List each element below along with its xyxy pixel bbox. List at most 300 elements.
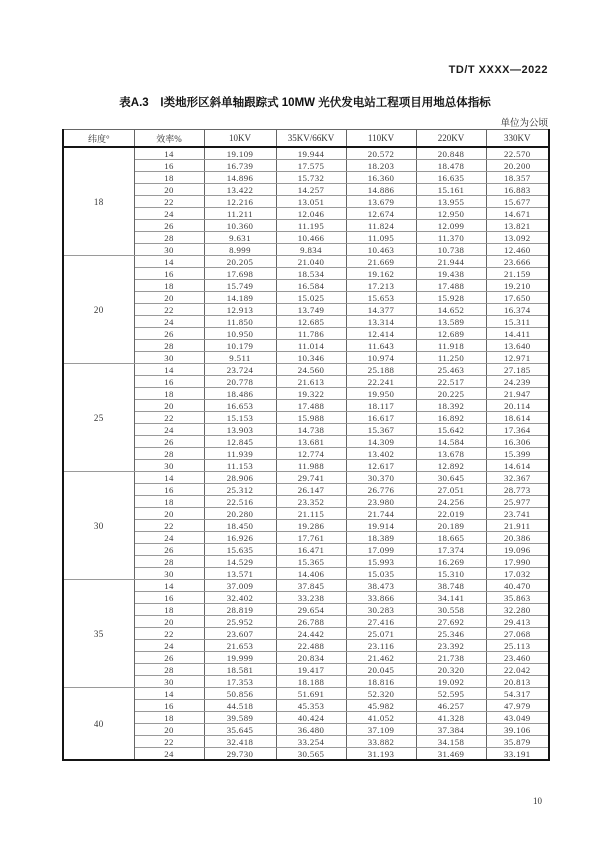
table-row [63,196,549,208]
value-cell: 20.848 [416,147,486,160]
value-cell: 26.147 [276,484,346,496]
value-cell: 11.095 [346,232,416,244]
value-cell: 19.322 [276,388,346,400]
value-cell: 13.092 [486,232,549,244]
value-cell: 29.654 [276,604,346,616]
value-cell: 17.099 [346,544,416,556]
table-row [63,232,549,244]
value-cell: 21.159 [486,268,549,280]
value-cell: 15.035 [346,568,416,580]
value-cell: 12.689 [416,328,486,340]
value-cell: 16.883 [486,184,549,196]
value-cell: 18.534 [276,268,346,280]
table-row [63,688,549,700]
value-cell: 32.367 [486,472,549,484]
value-cell: 30.558 [416,604,486,616]
value-cell: 16.617 [346,412,416,424]
table-row [63,556,549,568]
value-cell: 33.254 [276,736,346,748]
efficiency-cell: 22 [134,412,204,424]
value-cell: 10.974 [346,352,416,364]
value-cell: 14.257 [276,184,346,196]
value-cell: 17.761 [276,532,346,544]
value-cell: 13.640 [486,340,549,352]
value-cell: 33.866 [346,592,416,604]
efficiency-cell: 22 [134,196,204,208]
table-row [63,544,549,556]
table-row [63,147,549,160]
value-cell: 24.239 [486,376,549,388]
column-header: 纬度° [63,130,134,148]
value-cell: 15.367 [346,424,416,436]
value-cell: 12.674 [346,208,416,220]
value-cell: 16.269 [416,556,486,568]
value-cell: 23.116 [346,640,416,652]
value-cell: 22.516 [204,496,276,508]
latitude-cell: 40 [63,688,134,761]
efficiency-cell: 24 [134,316,204,328]
table-row [63,508,549,520]
value-cell: 14.584 [416,436,486,448]
efficiency-cell: 20 [134,184,204,196]
value-cell: 23.980 [346,496,416,508]
value-cell: 25.071 [346,628,416,640]
efficiency-cell: 16 [134,268,204,280]
efficiency-cell: 30 [134,244,204,256]
value-cell: 12.950 [416,208,486,220]
value-cell: 16.360 [346,172,416,184]
efficiency-cell: 16 [134,376,204,388]
value-cell: 32.418 [204,736,276,748]
value-cell: 14.614 [486,460,549,472]
value-cell: 13.314 [346,316,416,328]
efficiency-cell: 14 [134,364,204,376]
value-cell: 20.225 [416,388,486,400]
efficiency-cell: 18 [134,712,204,724]
value-cell: 34.158 [416,736,486,748]
column-header: 330KV [486,130,549,148]
efficiency-cell: 24 [134,424,204,436]
value-cell: 54.317 [486,688,549,700]
value-cell: 39.589 [204,712,276,724]
table-row [63,664,549,676]
value-cell: 13.678 [416,448,486,460]
value-cell: 26.788 [276,616,346,628]
value-cell: 8.999 [204,244,276,256]
table-row [63,568,549,580]
efficiency-cell: 18 [134,172,204,184]
value-cell: 14.671 [486,208,549,220]
value-cell: 12.216 [204,196,276,208]
value-cell: 35.645 [204,724,276,736]
efficiency-cell: 14 [134,256,204,268]
value-cell: 18.478 [416,160,486,172]
value-cell: 21.040 [276,256,346,268]
value-cell: 19.438 [416,268,486,280]
efficiency-cell: 16 [134,592,204,604]
value-cell: 10.466 [276,232,346,244]
value-cell: 9.834 [276,244,346,256]
table-row [63,436,549,448]
efficiency-cell: 20 [134,400,204,412]
value-cell: 15.642 [416,424,486,436]
value-cell: 18.188 [276,676,346,688]
value-cell: 35.863 [486,592,549,604]
efficiency-cell: 22 [134,736,204,748]
value-cell: 12.099 [416,220,486,232]
value-cell: 13.903 [204,424,276,436]
efficiency-cell: 28 [134,556,204,568]
value-cell: 11.211 [204,208,276,220]
value-cell: 19.096 [486,544,549,556]
standard-number: TD/T XXXX—2022 [448,64,548,76]
efficiency-cell: 30 [134,460,204,472]
value-cell: 45.982 [346,700,416,712]
value-cell: 11.643 [346,340,416,352]
value-cell: 18.614 [486,412,549,424]
value-cell: 19.109 [204,147,276,160]
table-row [63,484,549,496]
value-cell: 9.511 [204,352,276,364]
efficiency-cell: 18 [134,280,204,292]
value-cell: 23.352 [276,496,346,508]
value-cell: 19.417 [276,664,346,676]
latitude-cell: 18 [63,147,134,256]
value-cell: 17.353 [204,676,276,688]
table-row [63,472,549,484]
value-cell: 13.589 [416,316,486,328]
efficiency-cell: 26 [134,652,204,664]
value-cell: 11.153 [204,460,276,472]
efficiency-cell: 24 [134,532,204,544]
table-body [63,147,549,760]
efficiency-cell: 24 [134,748,204,761]
efficiency-cell: 28 [134,340,204,352]
value-cell: 25.312 [204,484,276,496]
value-cell: 21.947 [486,388,549,400]
value-cell: 17.575 [276,160,346,172]
latitude-cell: 25 [63,364,134,472]
efficiency-cell: 28 [134,664,204,676]
column-header: 10KV [204,130,276,148]
efficiency-cell: 28 [134,232,204,244]
value-cell: 23.741 [486,508,549,520]
value-cell: 20.778 [204,376,276,388]
value-cell: 15.635 [204,544,276,556]
value-cell: 39.106 [486,724,549,736]
value-cell: 12.971 [486,352,549,364]
value-cell: 15.928 [416,292,486,304]
value-cell: 32.280 [486,604,549,616]
value-cell: 28.819 [204,604,276,616]
value-cell: 12.617 [346,460,416,472]
value-cell: 41.052 [346,712,416,724]
value-cell: 16.471 [276,544,346,556]
value-cell: 20.572 [346,147,416,160]
value-cell: 19.950 [346,388,416,400]
value-cell: 16.926 [204,532,276,544]
table-row [63,496,549,508]
value-cell: 37.109 [346,724,416,736]
table-row [63,172,549,184]
efficiency-cell: 18 [134,496,204,508]
value-cell: 16.635 [416,172,486,184]
value-cell: 18.357 [486,172,549,184]
table-row [63,352,549,364]
value-cell: 12.460 [486,244,549,256]
value-cell: 19.999 [204,652,276,664]
value-cell: 33.238 [276,592,346,604]
value-cell: 15.153 [204,412,276,424]
value-cell: 17.698 [204,268,276,280]
value-cell: 10.463 [346,244,416,256]
table-header [63,130,549,148]
value-cell: 12.414 [346,328,416,340]
value-cell: 19.944 [276,147,346,160]
value-cell: 21.115 [276,508,346,520]
column-header: 220KV [416,130,486,148]
efficiency-cell: 28 [134,448,204,460]
value-cell: 10.346 [276,352,346,364]
value-cell: 37.009 [204,580,276,592]
value-cell: 18.816 [346,676,416,688]
value-cell: 21.911 [486,520,549,532]
value-cell: 15.749 [204,280,276,292]
value-cell: 10.738 [416,244,486,256]
value-cell: 46.257 [416,700,486,712]
efficiency-cell: 16 [134,484,204,496]
value-cell: 20.386 [486,532,549,544]
value-cell: 23.392 [416,640,486,652]
latitude-cell: 35 [63,580,134,688]
value-cell: 27.185 [486,364,549,376]
value-cell: 14.189 [204,292,276,304]
value-cell: 15.311 [486,316,549,328]
value-cell: 17.488 [416,280,486,292]
value-cell: 10.360 [204,220,276,232]
table-row [63,628,549,640]
efficiency-cell: 24 [134,208,204,220]
value-cell: 20.280 [204,508,276,520]
value-cell: 25.977 [486,496,549,508]
table-row [63,736,549,748]
value-cell: 15.988 [276,412,346,424]
value-cell: 15.365 [276,556,346,568]
value-cell: 15.025 [276,292,346,304]
value-cell: 21.669 [346,256,416,268]
value-cell: 14.886 [346,184,416,196]
value-cell: 27.416 [346,616,416,628]
value-cell: 18.450 [204,520,276,532]
value-cell: 52.320 [346,688,416,700]
value-cell: 30.283 [346,604,416,616]
efficiency-cell: 18 [134,388,204,400]
value-cell: 17.650 [486,292,549,304]
table-row [63,160,549,172]
value-cell: 18.486 [204,388,276,400]
value-cell: 23.460 [486,652,549,664]
value-cell: 19.162 [346,268,416,280]
value-cell: 14.896 [204,172,276,184]
efficiency-cell: 26 [134,328,204,340]
value-cell: 20.834 [276,652,346,664]
table-row [63,580,549,592]
latitude-cell: 20 [63,256,134,364]
value-cell: 15.993 [346,556,416,568]
efficiency-cell: 14 [134,147,204,160]
efficiency-cell: 14 [134,688,204,700]
value-cell: 13.955 [416,196,486,208]
table-row [63,712,549,724]
value-cell: 11.824 [346,220,416,232]
efficiency-cell: 22 [134,628,204,640]
efficiency-cell: 26 [134,436,204,448]
value-cell: 24.256 [416,496,486,508]
value-cell: 16.739 [204,160,276,172]
value-cell: 17.374 [416,544,486,556]
value-cell: 17.990 [486,556,549,568]
value-cell: 25.952 [204,616,276,628]
value-cell: 20.045 [346,664,416,676]
value-cell: 17.032 [486,568,549,580]
efficiency-cell: 24 [134,640,204,652]
value-cell: 12.892 [416,460,486,472]
value-cell: 11.850 [204,316,276,328]
value-cell: 14.377 [346,304,416,316]
value-cell: 32.402 [204,592,276,604]
value-cell: 11.988 [276,460,346,472]
value-cell: 16.653 [204,400,276,412]
header-row [63,130,549,148]
efficiency-cell: 18 [134,604,204,616]
value-cell: 18.117 [346,400,416,412]
value-cell: 14.529 [204,556,276,568]
table-row [63,316,549,328]
efficiency-cell: 26 [134,220,204,232]
value-cell: 18.392 [416,400,486,412]
value-cell: 22.042 [486,664,549,676]
value-cell: 11.195 [276,220,346,232]
column-header: 效率% [134,130,204,148]
value-cell: 18.581 [204,664,276,676]
value-cell: 16.584 [276,280,346,292]
value-cell: 11.014 [276,340,346,352]
value-cell: 14.652 [416,304,486,316]
value-cell: 34.141 [416,592,486,604]
value-cell: 23.724 [204,364,276,376]
table-row [63,364,549,376]
value-cell: 35.879 [486,736,549,748]
value-cell: 40.424 [276,712,346,724]
efficiency-cell: 30 [134,676,204,688]
table-row [63,448,549,460]
value-cell: 15.161 [416,184,486,196]
efficiency-cell: 22 [134,304,204,316]
value-cell: 19.286 [276,520,346,532]
value-cell: 24.442 [276,628,346,640]
value-cell: 47.979 [486,700,549,712]
table-row [63,616,549,628]
table-row [63,244,549,256]
value-cell: 13.051 [276,196,346,208]
value-cell: 17.488 [276,400,346,412]
value-cell: 17.213 [346,280,416,292]
value-cell: 31.469 [416,748,486,761]
column-header: 110KV [346,130,416,148]
value-cell: 25.188 [346,364,416,376]
value-cell: 20.813 [486,676,549,688]
efficiency-cell: 16 [134,160,204,172]
table-row [63,520,549,532]
value-cell: 25.463 [416,364,486,376]
value-cell: 30.645 [416,472,486,484]
table-row [63,460,549,472]
value-cell: 21.653 [204,640,276,652]
table-row [63,532,549,544]
value-cell: 38.748 [416,580,486,592]
value-cell: 20.200 [486,160,549,172]
table-row [63,592,549,604]
value-cell: 27.051 [416,484,486,496]
value-cell: 16.306 [486,436,549,448]
value-cell: 29.730 [204,748,276,761]
efficiency-cell: 30 [134,352,204,364]
value-cell: 13.679 [346,196,416,208]
value-cell: 40.470 [486,580,549,592]
value-cell: 18.203 [346,160,416,172]
value-cell: 21.744 [346,508,416,520]
table-row [63,292,549,304]
value-cell: 21.738 [416,652,486,664]
value-cell: 29.741 [276,472,346,484]
value-cell: 37.384 [416,724,486,736]
value-cell: 9.631 [204,232,276,244]
value-cell: 10.179 [204,340,276,352]
value-cell: 28.773 [486,484,549,496]
value-cell: 20.320 [416,664,486,676]
efficiency-cell: 20 [134,508,204,520]
value-cell: 14.406 [276,568,346,580]
value-cell: 19.092 [416,676,486,688]
value-cell: 50.856 [204,688,276,700]
value-cell: 25.346 [416,628,486,640]
value-cell: 28.906 [204,472,276,484]
table-row [63,424,549,436]
efficiency-cell: 20 [134,616,204,628]
value-cell: 22.570 [486,147,549,160]
value-cell: 13.681 [276,436,346,448]
table-row [63,304,549,316]
latitude-cell: 30 [63,472,134,580]
value-cell: 13.571 [204,568,276,580]
value-cell: 21.613 [276,376,346,388]
value-cell: 11.786 [276,328,346,340]
efficiency-cell: 22 [134,520,204,532]
value-cell: 11.250 [416,352,486,364]
table-row [63,724,549,736]
page-number: 10 [533,796,542,806]
value-cell: 17.364 [486,424,549,436]
table-row [63,640,549,652]
table-row [63,340,549,352]
value-cell: 31.193 [346,748,416,761]
table-row [63,748,549,761]
value-cell: 29.413 [486,616,549,628]
unit-note: 单位为公顷 [500,119,548,129]
table-row [63,652,549,664]
value-cell: 12.046 [276,208,346,220]
value-cell: 16.374 [486,304,549,316]
